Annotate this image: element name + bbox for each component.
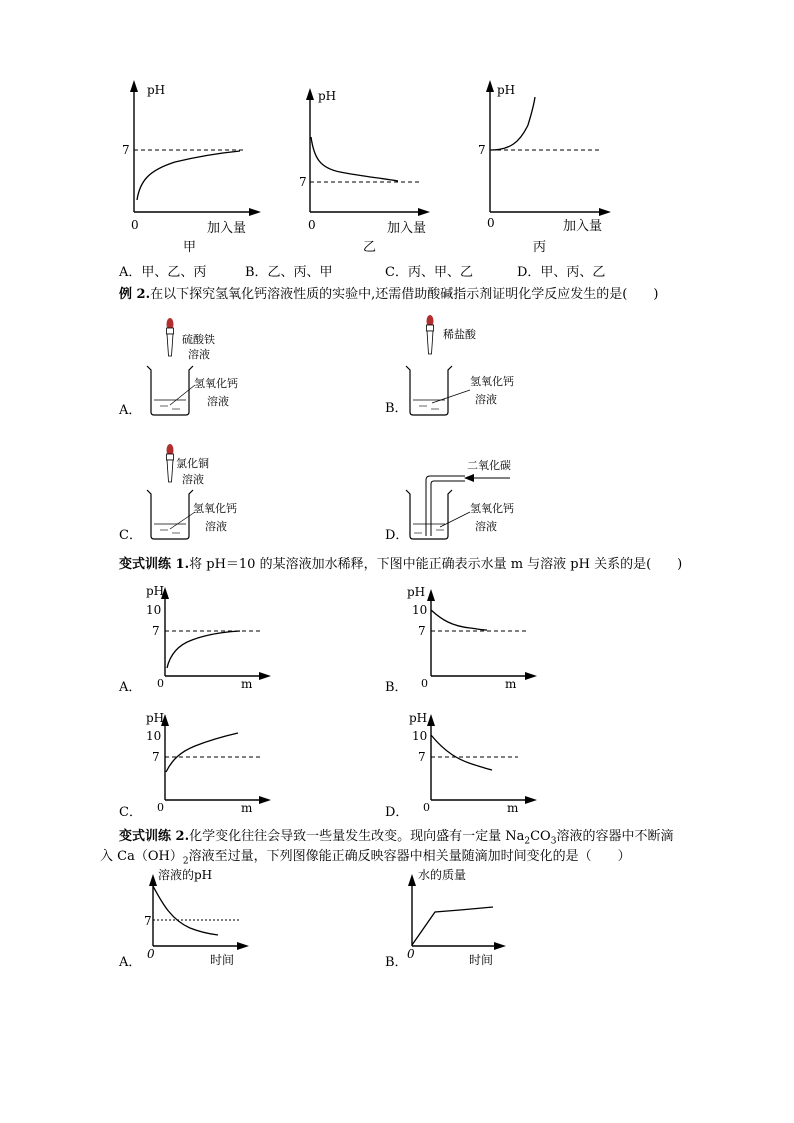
ex2-b-letter: B． [385,401,408,416]
var1-c-tick10: 10 [146,729,162,743]
var1-prefix: 变式训练 1. [119,557,190,572]
yi-origin: 0 [308,218,316,232]
var1-a-ylabel: pH [146,584,165,598]
q1-option-a: A．甲、乙、丙 [119,265,207,280]
ex2-prefix: 例 2. [119,287,151,302]
var1-stem-text: 将 pH＝10 的某溶液加水稀释，下图中能正确表示水量 m 与溶液 pH 关系的是( ) [189,557,683,572]
var2-line2-pre: 入 Ca（OH） [100,849,183,864]
var2-line2-sub: 2 [182,856,189,867]
ex2-a-reagent-2: 溶液 [188,348,210,361]
var2-graph-b [408,874,506,950]
var2-sub2: 2 [524,836,531,847]
var1-d-tick10: 10 [412,729,428,743]
ex2-a-reagent-1: 硫酸铁 [182,333,215,346]
var1-c-ylabel: pH [146,711,165,725]
var2-b-letter: B． [385,955,408,970]
var1-b-origin: 0 [421,677,428,690]
jia-origin: 0 [131,218,139,232]
ex2-c-beaker-2: 溶液 [205,520,227,533]
var1-b-letter: B． [385,680,408,695]
var1-d-ylabel: pH [409,711,428,725]
ex2-b-beaker-2: 溶液 [475,393,497,406]
jia-name: 甲 [183,240,197,255]
var2-b-origin: 0 [407,947,415,961]
var2-co: CO [530,829,551,844]
var1-b-tick10: 10 [412,603,428,617]
var2-b-xlabel: 时间 [469,953,494,967]
var1-a-letter: A． [119,680,142,695]
var1-c-tick7: 7 [152,750,160,764]
q1-option-d: D．甲、丙、乙 [517,265,606,280]
q1-option-b: B．乙、丙、甲 [245,265,333,280]
var1-a-tick7: 7 [152,624,160,638]
ex2-a-beaker-1: 氢氧化钙 [194,377,238,390]
ex2-d-beaker-1: 氢氧化钙 [470,502,514,515]
ex2-c-reagent-1: 氯化铜 [176,457,209,470]
bing-origin: 0 [487,216,495,230]
yi-ylabel: pH [318,89,337,103]
var2-line2-post: 溶液至过量，下列图像能正确反映容器中相关量随滴加时间变化的是（ ） [188,849,631,864]
var2-prefix: 变式训练 2. [119,829,190,844]
yi-ytick: 7 [299,175,307,189]
ex2-d-reagent-1: 二氧化碳 [467,459,511,472]
jia-xlabel: 加入量 [207,221,247,236]
ex2-d-beaker-2: 溶液 [475,520,497,533]
ex2-c-letter: C． [119,528,142,543]
var1-c-letter: C． [119,805,142,820]
bing-ytick: 7 [478,143,486,157]
var1-b-xlabel: m [505,677,517,691]
var1-b-ylabel: pH [407,585,426,599]
ex2-b-reagent-1: 稀盐酸 [443,328,476,341]
ex2-c-reagent-2: 溶液 [182,473,204,486]
ex2-c-beaker-1: 氢氧化钙 [193,502,237,515]
var1-d-tick7: 7 [418,750,426,764]
var1-d-letter: D． [385,805,409,820]
var2-a-xlabel: 时间 [210,953,235,967]
jia-ytick: 7 [122,143,130,157]
ex2-b-beaker-1: 氢氧化钙 [470,375,514,388]
ex2-d-letter: D． [385,528,409,543]
var2-line1-post: 溶液的容器中不断滴 [556,829,674,844]
bing-xlabel: 加入量 [563,219,603,234]
var1-a-tick10: 10 [146,603,162,617]
ex2-a-letter: A． [119,403,142,418]
q1-option-c: C．丙、甲、乙 [385,265,473,280]
yi-name: 乙 [363,240,377,255]
bing-name: 丙 [533,240,547,255]
ex2-stem-text: 在以下探究氢氧化钙溶液性质的实验中,还需借助酸碱指示剂证明化学反应发生的是( ) [150,287,659,302]
var1-c-xlabel: m [241,801,253,815]
var2-graph-a [149,874,249,950]
var2-a-letter: A． [119,955,142,970]
var2-line1-pre: 化学变化往往会导致一些量发生改变。现向盛有一定量 Na [189,829,525,844]
var2-a-origin: 0 [147,947,155,961]
var2-b-ylabel: 水的质量 [418,868,467,882]
var1-b-tick7: 7 [418,624,426,638]
var2-a-ytick: 7 [144,914,152,928]
bing-ylabel: pH [497,83,516,97]
yi-xlabel: 加入量 [387,221,427,236]
var1-d-xlabel: m [507,801,519,815]
var1-a-origin: 0 [157,677,164,690]
var1-c-origin: 0 [157,801,164,814]
var2-sub3: 3 [550,836,557,847]
jia-ylabel: pH [147,83,166,97]
var1-d-origin: 0 [423,801,430,814]
var1-a-xlabel: m [241,677,253,691]
var2-a-ylabel: 溶液的pH [158,868,213,882]
ex2-a-beaker-2: 溶液 [207,395,229,408]
